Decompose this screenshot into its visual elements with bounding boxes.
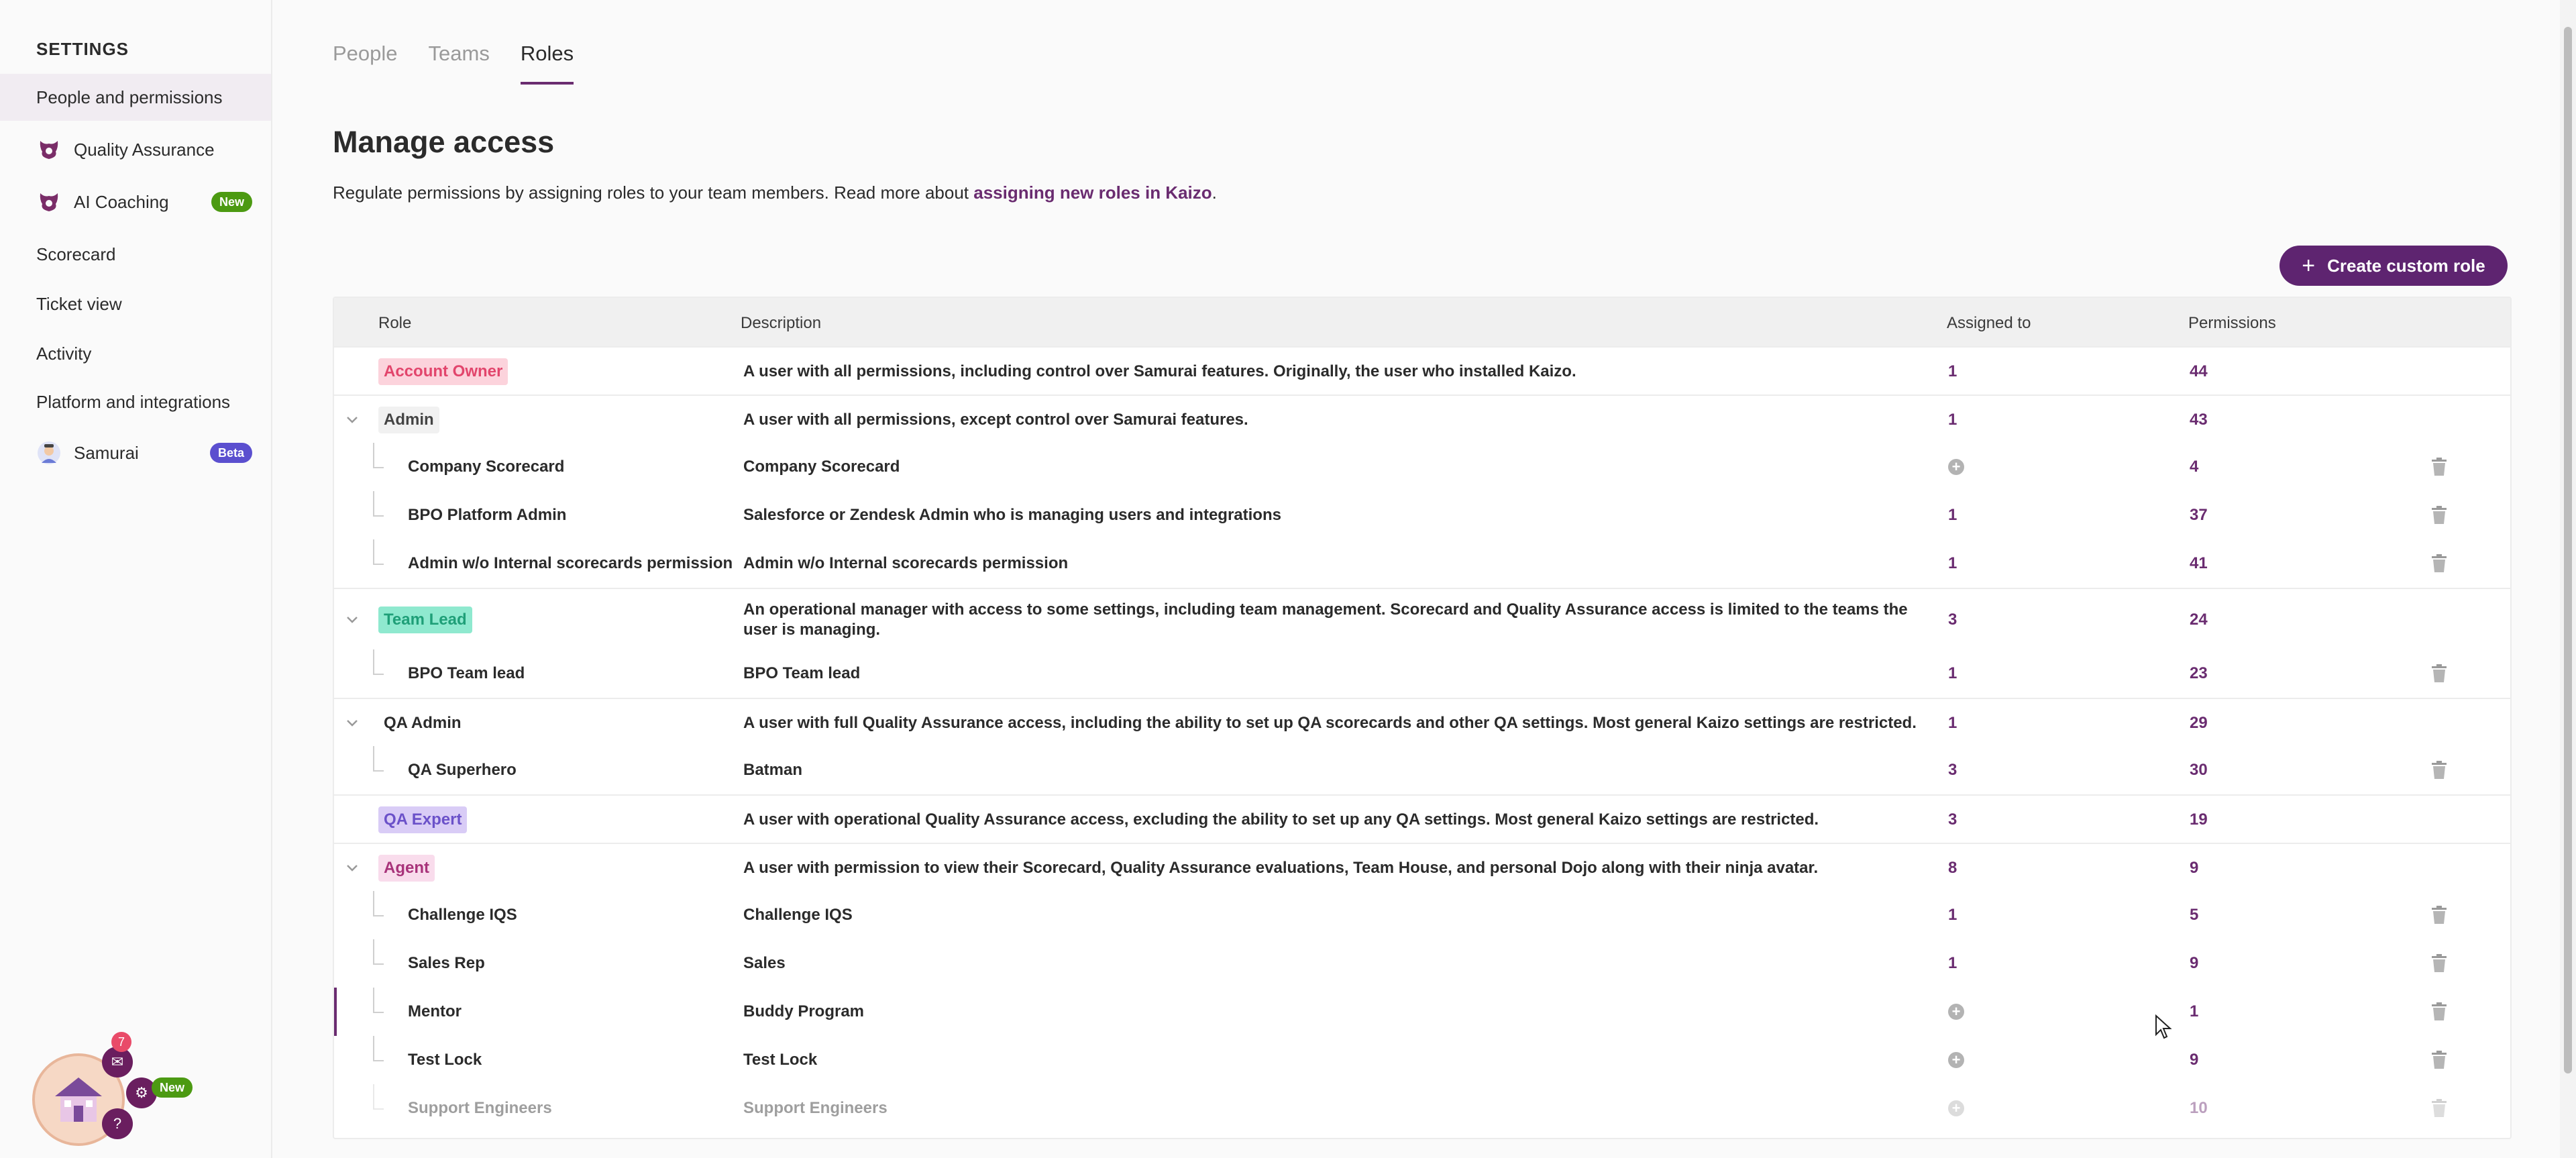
trash-icon[interactable]	[2431, 939, 2447, 988]
trash-icon[interactable]	[2431, 1084, 2447, 1133]
role-description: BPO Team lead	[743, 664, 861, 682]
trash-icon[interactable]	[2431, 1036, 2447, 1084]
table-row[interactable]	[334, 1084, 2510, 1133]
trash-icon[interactable]	[2431, 891, 2447, 939]
role-description: Admin w/o Internal scorecards permission	[743, 554, 1069, 572]
assigned-count[interactable]: 3	[1948, 611, 1957, 629]
role-name[interactable]: Account Owner	[378, 358, 508, 385]
role-description: Buddy Program	[743, 1002, 865, 1020]
sidebar-item-label: Scorecard	[36, 244, 116, 264]
sidebar-item-ai-coaching[interactable]	[0, 178, 271, 225]
role-name[interactable]: BPO Team lead	[408, 664, 525, 682]
table-row[interactable]	[334, 988, 2510, 1036]
role-description: Salesforce or Zendesk Admin who is managing users and integrations	[743, 506, 1281, 524]
permissions-count[interactable]: 24	[2190, 611, 2208, 629]
kaizo-widget[interactable]	[27, 1035, 185, 1147]
table-row[interactable]	[334, 939, 2510, 988]
column-header-permissions: Permissions	[2188, 314, 2276, 332]
permissions-count[interactable]: 5	[2190, 906, 2199, 924]
assigned-count[interactable]: 8	[1948, 859, 1957, 877]
sidebar-item-label: Quality Assurance	[74, 139, 215, 160]
permissions-count[interactable]: 19	[2190, 810, 2208, 829]
chevron-down-icon[interactable]	[343, 699, 361, 747]
trash-icon[interactable]	[2431, 491, 2447, 539]
column-header-assigned-to: Assigned to	[1947, 314, 2031, 332]
tree-connector	[373, 746, 384, 772]
table-row[interactable]	[334, 649, 2510, 698]
sidebar-heading: SETTINGS	[36, 39, 129, 59]
description-text: Regulate permissions by assigning roles to your team members. Read more about	[333, 182, 974, 203]
people-tabs	[333, 0, 604, 85]
trash-icon[interactable]	[2431, 746, 2447, 794]
trash-icon[interactable]	[2431, 539, 2447, 588]
role-description: Batman	[743, 761, 803, 779]
tree-connector	[373, 649, 384, 675]
tab-people[interactable]: People	[333, 42, 398, 65]
permissions-count[interactable]: 44	[2190, 362, 2208, 380]
sidebar-item-quality-assurance[interactable]	[0, 126, 271, 173]
role-description: A user with operational Quality Assurance access, excluding the ability to set up any QA settings. Most general Kaizo settings are restricted.	[743, 810, 1819, 829]
scrollbar-thumb[interactable]	[2564, 27, 2572, 1073]
assigned-count[interactable]: 1	[1948, 411, 1957, 429]
trash-icon[interactable]	[2431, 443, 2447, 491]
table-row[interactable]	[334, 539, 2510, 588]
kaizo-logo-icon	[36, 137, 62, 162]
table-row[interactable]	[334, 1036, 2510, 1084]
role-description: Company Scorecard	[743, 458, 900, 476]
mail-icon[interactable]: ✉	[102, 1047, 133, 1077]
role-name[interactable]: Company Scorecard	[408, 458, 565, 476]
tree-connector	[373, 443, 384, 468]
create-custom-role-button[interactable]	[2279, 246, 2508, 286]
column-header-description: Description	[741, 314, 822, 332]
page-title: Manage access	[333, 125, 555, 159]
table-row[interactable]	[334, 794, 2510, 844]
sidebar-item-label: Activity	[36, 343, 92, 364]
permissions-count[interactable]: 29	[2190, 714, 2208, 732]
trash-icon[interactable]	[2431, 988, 2447, 1036]
tree-connector	[373, 539, 384, 565]
sidebar-item-label: Platform and integrations	[36, 391, 231, 412]
role-description: Test Lock	[743, 1051, 818, 1069]
chevron-down-icon[interactable]	[343, 396, 361, 444]
assigned-count[interactable]: 1	[1948, 954, 1957, 972]
assigned-count[interactable]: 3	[1948, 810, 1957, 829]
table-row[interactable]	[334, 443, 2510, 491]
assigned-count[interactable]: 1	[1948, 714, 1957, 732]
sidebar-item-label: Ticket view	[36, 293, 122, 314]
beta-badge: Beta	[210, 443, 252, 463]
role-name[interactable]: QA Expert	[378, 806, 467, 833]
permissions-count[interactable]: 43	[2190, 411, 2208, 429]
trash-icon[interactable]	[2431, 649, 2447, 698]
role-name[interactable]: Mentor	[408, 1002, 462, 1020]
sidebar-item-label: AI Coaching	[74, 191, 169, 212]
permissions-count[interactable]: 41	[2190, 554, 2208, 572]
sidebar-item-scorecard[interactable]	[0, 231, 271, 278]
sidebar-item-label: People and permissions	[36, 87, 223, 107]
role-name[interactable]: Test Lock	[408, 1051, 482, 1069]
assign-user-plus-icon[interactable]: +	[1948, 1052, 1964, 1068]
permissions-count[interactable]: 37	[2190, 506, 2208, 524]
assign-user-plus-icon[interactable]: +	[1948, 1004, 1964, 1020]
assign-user-plus-icon[interactable]: +	[1948, 459, 1964, 475]
sidebar-item-activity[interactable]	[0, 330, 271, 377]
notification-count: 7	[111, 1032, 131, 1052]
sidebar-item-label: Samurai	[74, 442, 139, 463]
sidebar-item-samurai[interactable]	[0, 429, 271, 476]
page-scrollbar[interactable]	[2560, 0, 2576, 1158]
assigned-count[interactable]: 1	[1948, 664, 1957, 682]
permissions-count[interactable]: 9	[2190, 859, 2199, 877]
kaizo-logo-icon	[36, 189, 62, 215]
table-row[interactable]	[334, 394, 2510, 444]
permissions-count[interactable]: 23	[2190, 664, 2208, 682]
role-name[interactable]: Sales Rep	[408, 954, 485, 972]
permissions-count[interactable]: 4	[2190, 458, 2199, 476]
column-header-role: Role	[378, 314, 412, 332]
tree-connector	[373, 891, 384, 916]
tree-connector	[373, 939, 384, 965]
create-button-label: Create custom role	[2327, 255, 2485, 276]
role-name[interactable]: Admin	[378, 407, 439, 433]
role-name[interactable]: Agent	[378, 855, 435, 882]
assigning-roles-link[interactable]: assigning new roles in Kaizo	[973, 182, 1212, 203]
table-row[interactable]	[334, 698, 2510, 747]
table-row[interactable]	[334, 588, 2510, 651]
assigned-count[interactable]: 1	[1948, 506, 1957, 524]
table-row[interactable]	[334, 843, 2510, 892]
table-header	[334, 298, 2510, 346]
settings-sidebar	[0, 0, 272, 1158]
description-end: .	[1212, 182, 1217, 203]
role-name[interactable]: Admin w/o Internal scorecards permission	[408, 554, 733, 572]
sidebar-item-people-and-permissions[interactable]	[0, 74, 271, 121]
role-description: Support Engineers	[743, 1099, 888, 1117]
assigned-count[interactable]: 1	[1948, 554, 1957, 572]
plus-icon: +	[2302, 252, 2316, 278]
gear-icon[interactable]: ⚙	[126, 1077, 157, 1108]
assigned-count[interactable]: 1	[1948, 362, 1957, 380]
table-row[interactable]	[334, 346, 2510, 396]
role-description: A user with all permissions, except control over Samurai features.	[743, 411, 1248, 429]
chevron-down-icon[interactable]	[343, 589, 361, 651]
assign-user-plus-icon[interactable]: +	[1948, 1100, 1964, 1116]
mouse-cursor-icon	[2155, 1014, 2172, 1040]
roles-table	[333, 297, 2512, 1139]
role-description: A user with full Quality Assurance access, including the ability to set up QA scorecards and other QA settings. Most general Kaizo settings are restricted.	[743, 714, 1917, 732]
table-row[interactable]	[334, 746, 2510, 794]
assigned-count[interactable]: 1	[1948, 906, 1957, 924]
samurai-avatar-icon	[36, 440, 62, 466]
permissions-count[interactable]: 30	[2190, 761, 2208, 779]
table-row[interactable]	[334, 891, 2510, 939]
role-description: A user with all permissions, including control over Samurai features. Originally, the user who installed Kaizo.	[743, 362, 1576, 380]
new-badge: New	[152, 1077, 193, 1098]
new-badge: New	[211, 192, 252, 212]
tree-connector	[373, 1084, 384, 1110]
table-row[interactable]	[334, 491, 2510, 539]
role-description: Sales	[743, 954, 786, 972]
role-name[interactable]: QA Admin	[384, 714, 462, 732]
page-description	[333, 182, 1217, 203]
tab-roles[interactable]: Roles	[521, 0, 574, 85]
role-name[interactable]: Team Lead	[378, 607, 472, 633]
assigned-count[interactable]: 3	[1948, 761, 1957, 779]
role-name[interactable]: BPO Platform Admin	[408, 506, 567, 524]
permissions-count[interactable]: 1	[2190, 1002, 2199, 1020]
role-name[interactable]: Support Engineers	[408, 1099, 552, 1117]
row-highlight-marker	[334, 988, 337, 1036]
role-description: An operational manager with access to some settings, including team management. Scorecard and Quality Assurance access is limited to the teams the user is managing.	[743, 600, 1908, 639]
help-icon[interactable]: ?	[102, 1108, 133, 1139]
chevron-down-icon[interactable]	[343, 844, 361, 892]
permissions-count[interactable]: 9	[2190, 954, 2199, 972]
role-name[interactable]: QA Superhero	[408, 761, 517, 779]
sidebar-item-ticket-view[interactable]	[0, 280, 271, 327]
role-description: A user with permission to view their Scorecard, Quality Assurance evaluations, Team House, and personal Dojo along with their ninja avatar.	[743, 859, 1819, 877]
tree-connector	[373, 491, 384, 517]
tab-teams[interactable]: Teams	[428, 42, 490, 65]
permissions-count[interactable]: 9	[2190, 1051, 2199, 1069]
sidebar-item-platform-and-integrations[interactable]	[0, 378, 271, 425]
tree-connector	[373, 1036, 384, 1061]
tree-connector	[373, 988, 384, 1013]
role-name[interactable]: Challenge IQS	[408, 906, 517, 924]
permissions-count[interactable]: 10	[2190, 1099, 2208, 1117]
role-description: Challenge IQS	[743, 906, 853, 924]
